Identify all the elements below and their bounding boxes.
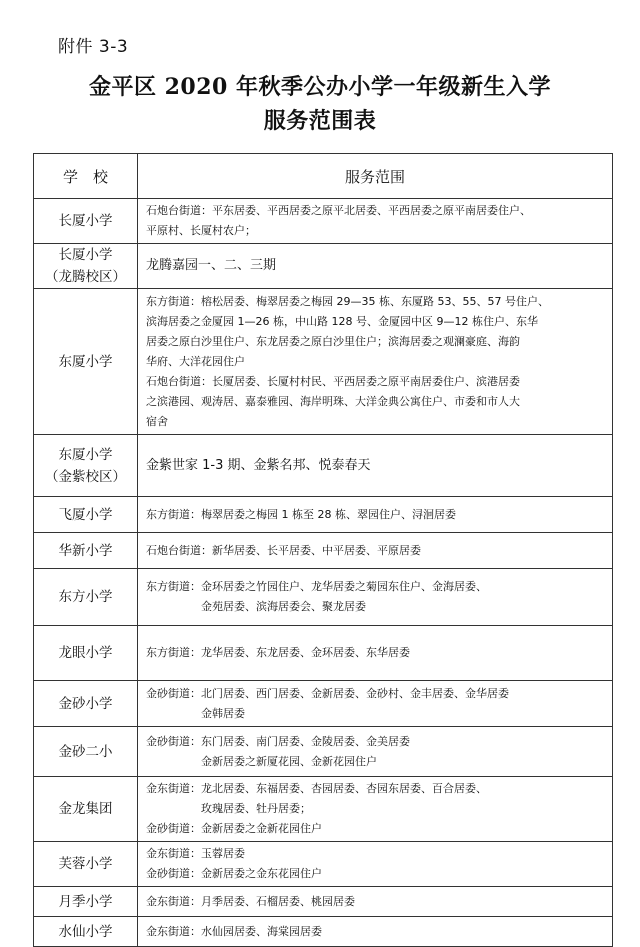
school-cell (34, 569, 138, 626)
scope-line: 宿舍 (146, 414, 168, 428)
scope-cell (138, 533, 613, 569)
scope-line: 东方街道：龙华居委、东龙居委、金环居委、东华居委 (146, 646, 410, 659)
document-title-line1: 金平区 2020 年秋季公办小学一年级新生入学 (88, 74, 552, 100)
school-campus: （龙腾校区） (45, 269, 126, 285)
table-row (34, 199, 613, 244)
school-name: 东方小学 (58, 589, 113, 605)
school-name: 龙眼小学 (58, 645, 113, 661)
school-cell (34, 777, 138, 842)
header-school: 学 校 (34, 154, 138, 199)
scope-line: 金东街道：水仙园居委、海棠园居委 (146, 924, 322, 938)
school-name: 长厦小学 (58, 213, 113, 229)
school-cell (34, 917, 138, 947)
school-name: 月季小学 (58, 893, 113, 910)
school-cell (34, 435, 138, 497)
scope-cell (138, 289, 613, 435)
table-row (34, 727, 613, 777)
table-row (34, 681, 613, 727)
header-scope: 服务范围 (138, 154, 613, 199)
school-name: 华新小学 (58, 542, 113, 559)
scope-cell (138, 435, 613, 497)
table-row (34, 887, 613, 917)
scope-cell (138, 569, 613, 626)
scope-line: 之滨港园、观涛居、嘉泰雅园、海岸明珠、大洋金典公寓住户、市委和市人大 (146, 394, 520, 408)
scope-cell (138, 199, 613, 244)
school-cell (34, 244, 138, 289)
scope-line: 东方街道：金环居委之竹园住户、龙华居委之菊园东住户、金海居委、 (146, 580, 487, 593)
scope-line: 滨海居委之金厦园 1—26 栋，中山路 128 号、金厦园中区 9—12 栋住户、东华 (146, 314, 538, 328)
scope-cell (138, 727, 613, 777)
table-row (34, 289, 613, 435)
scope-line: 金东街道：玉蓉居委 (146, 847, 245, 860)
scope-line: 金苑居委、滨海居委会、聚龙居委 (146, 600, 366, 613)
school-cell (34, 842, 138, 887)
scope-cell (138, 887, 613, 917)
school-name: 长厦小学 (58, 247, 113, 263)
scope-line: 金砂街道：金新居委之金东花园住户 (146, 867, 322, 880)
scope-cell (138, 244, 613, 289)
scope-line: 金东街道：龙北居委、东福居委、杏园居委、杏园东居委、百合居委、 (146, 782, 487, 795)
school-cell (34, 727, 138, 777)
table-row (34, 842, 613, 887)
scope-line: 金新居委之新厦花园、金新花园住户 (146, 754, 377, 768)
scope-line: 华府、大洋花园住户 (146, 354, 245, 368)
school-name: 水仙小学 (58, 923, 113, 940)
table-header-row (34, 154, 613, 199)
table-row (34, 777, 613, 842)
scope-line: 金砂街道：东门居委、南门居委、金陵居委、金美居委 (146, 734, 410, 748)
scope-line: 东方街道：榕松居委、梅翠居委之梅园 29—35 栋、东厦路 53、55、57 号住户、 (146, 294, 549, 308)
scope-cell (138, 842, 613, 887)
scope-cell (138, 497, 613, 533)
school-cell (34, 289, 138, 435)
scope-cell (138, 626, 613, 681)
scope-cell (138, 917, 613, 947)
scope-line: 石炮台街道：长厦居委、长厦村村民、平西居委之原平南居委住户、滨港居委 (146, 374, 520, 388)
scope-line: 平原村、长厦村农户； (146, 224, 256, 237)
table-row (34, 244, 613, 289)
scope-line: 金砂街道：金新居委之金新花园住户 (146, 822, 322, 835)
school-cell (34, 626, 138, 681)
scope-line: 石炮台街道：新华居委、长平居委、中平居委、平原居委 (146, 543, 421, 557)
scope-line: 金东街道：月季居委、石榴居委、桃园居委 (146, 894, 355, 908)
school-name: 东厦小学 (58, 446, 113, 463)
scope-line: 居委之原白沙里住户、东龙居委之原白沙里住户；滨海居委之观澜豪庭、海韵 (146, 334, 520, 348)
school-cell (34, 533, 138, 569)
scope-line: 石炮台街道：平东居委、平西居委之原平北居委、平西居委之原平南居委住户、 (146, 204, 531, 217)
table-row (34, 917, 613, 947)
table-row (34, 569, 613, 626)
table-row (34, 497, 613, 533)
school-cell (34, 887, 138, 917)
table-row (34, 435, 613, 497)
scope-cell (138, 777, 613, 842)
scope-line: 金砂街道：北门居委、西门居委、金新居委、金砂村、金丰居委、金华居委 (146, 686, 509, 700)
scope-line: 东方街道：梅翠居委之梅园 1 栋至 28 栋、翠园住户、浔洄居委 (146, 507, 456, 521)
attachment-label: 附件 3-3 (58, 37, 129, 57)
service-scope-table (33, 153, 613, 947)
scope-cell (138, 681, 613, 727)
scope-line: 金紫世家 1-3 期、金紫名邦、悦泰春天 (146, 457, 371, 473)
school-name: 金龙集团 (58, 801, 113, 817)
scope-line: 金韩居委 (146, 706, 245, 720)
school-cell (34, 199, 138, 244)
school-campus: （金紫校区） (45, 468, 126, 485)
document-title-line2: 服务范围表 (263, 108, 377, 134)
school-name: 金砂小学 (58, 695, 113, 712)
school-cell (34, 681, 138, 727)
school-name: 芙蓉小学 (58, 856, 113, 872)
school-name: 飞厦小学 (58, 506, 113, 523)
table-row (34, 626, 613, 681)
scope-line: 玫瑰居委、牡丹居委； (146, 802, 311, 815)
school-name: 东厦小学 (58, 353, 113, 370)
scope-line: 龙腾嘉园一、二、三期 (146, 258, 277, 273)
school-name: 金砂二小 (58, 743, 113, 760)
school-cell (34, 497, 138, 533)
table-row (34, 533, 613, 569)
